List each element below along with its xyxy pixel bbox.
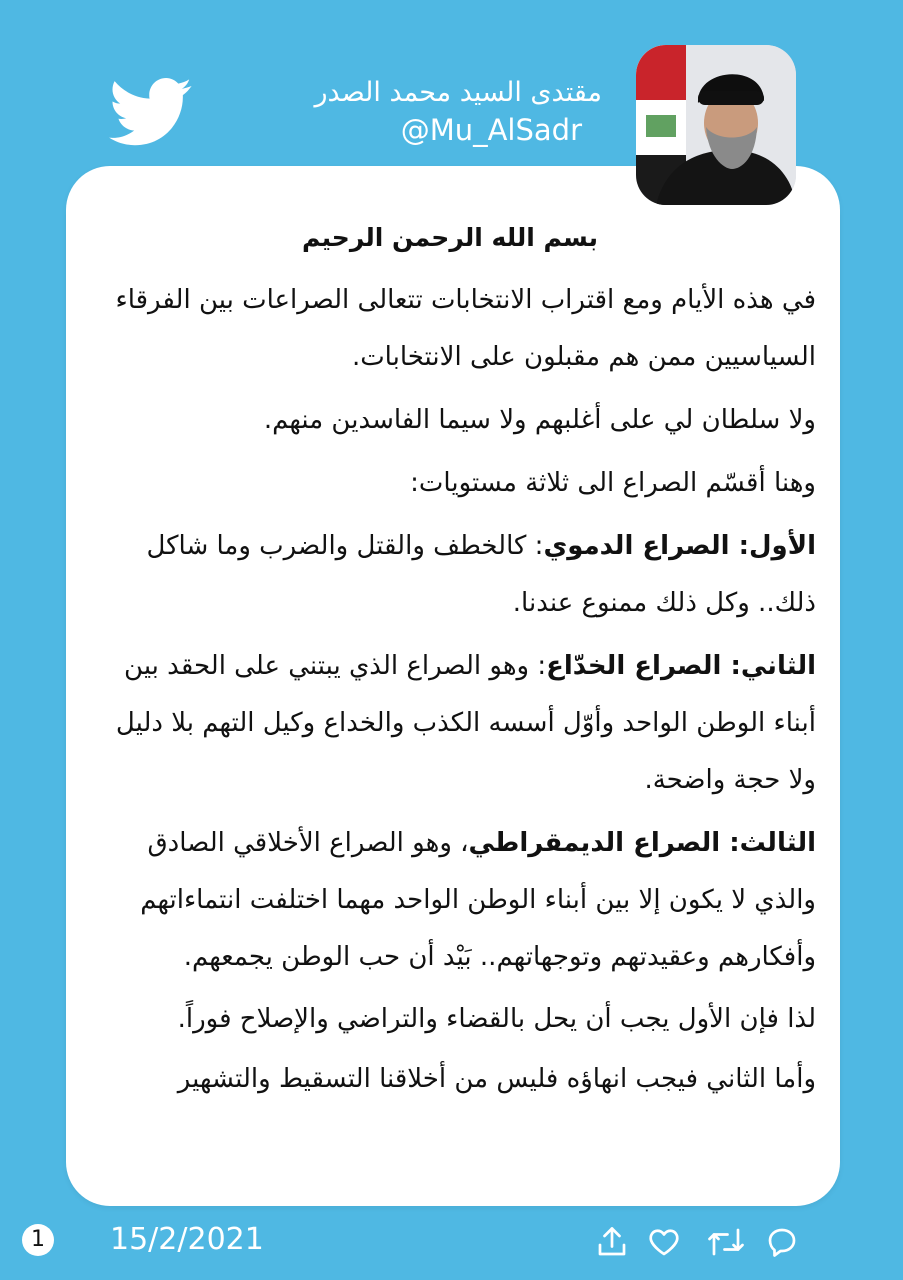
conclusion-paragraph-2: وأما الثاني فيجب انهاؤه فليس من أخلاقنا التسقيط والتشهير — [177, 1064, 816, 1094]
level-1-text: : كالخطف والقتل والضرب وما شاكل ذلك.. وكل ذلك ممنوع عندنا. — [146, 531, 816, 618]
level-2-label: الثاني: الصراع الخدّاع — [546, 651, 816, 681]
account-handle[interactable]: @Mu_AlSadr — [400, 113, 582, 147]
intro-paragraph-2: ولا سلطان لي على أغلبهم ولا سيما الفاسدين منهم. — [263, 405, 816, 435]
like-icon[interactable] — [646, 1224, 682, 1260]
reply-icon[interactable] — [764, 1224, 800, 1260]
level-1-paragraph — [84, 518, 816, 632]
intro-paragraph-3: وهنا أقسّم الصراع الى ثلاثة مستويات: — [410, 468, 816, 498]
share-icon[interactable] — [594, 1224, 630, 1260]
retweet-icon[interactable] — [706, 1224, 742, 1260]
level-3-paragraph — [84, 815, 816, 986]
conclusion-paragraph-1: لذا فإن الأول يجب أن يحل بالقضاء والتراضي والإصلاح فوراً. — [177, 1004, 816, 1034]
tweet-footer — [0, 1210, 903, 1270]
avatar[interactable] — [636, 45, 796, 205]
tweet-text — [84, 218, 816, 1112]
page-number-badge: 1 — [22, 1224, 54, 1256]
account-display-name[interactable]: مقتدى السيد محمد الصدر — [314, 77, 602, 108]
intro-paragraph-1: في هذه الأيام ومع اقتراب الانتخابات تتعالى الصراعات بين الفرقاء السياسيين ممن هم مقبلون على الانتخابات. — [115, 285, 816, 372]
level-2-text: : وهو الصراع الذي يبتني على الحقد بين أبناء الوطن الواحد وأوّل أسسه الكذب والخداع وكيل التهم بلا دليل ولا حجة واضحة. — [115, 651, 816, 795]
level-3-label: الثالث: الصراع الديمقراطي — [468, 828, 816, 858]
level-3-text: ، وهو الصراع الأخلاقي الصادق والذي لا يكون إلا بين أبناء الوطن الواحد مهما اختلفت انتماءاتهم وأفكارهم وعقيدتهم وتوجهاتهم.. بَيْد أن حب الوطن يجمعهم. — [140, 828, 816, 972]
level-2-paragraph — [84, 638, 816, 809]
basmala-heading: بسم الله الرحمن الرحيم — [302, 223, 598, 252]
level-1-label: الأول: الصراع الدموي — [543, 531, 816, 561]
tweet-date: 15/2/2021 — [110, 1222, 264, 1257]
twitter-bird-icon — [108, 78, 194, 148]
